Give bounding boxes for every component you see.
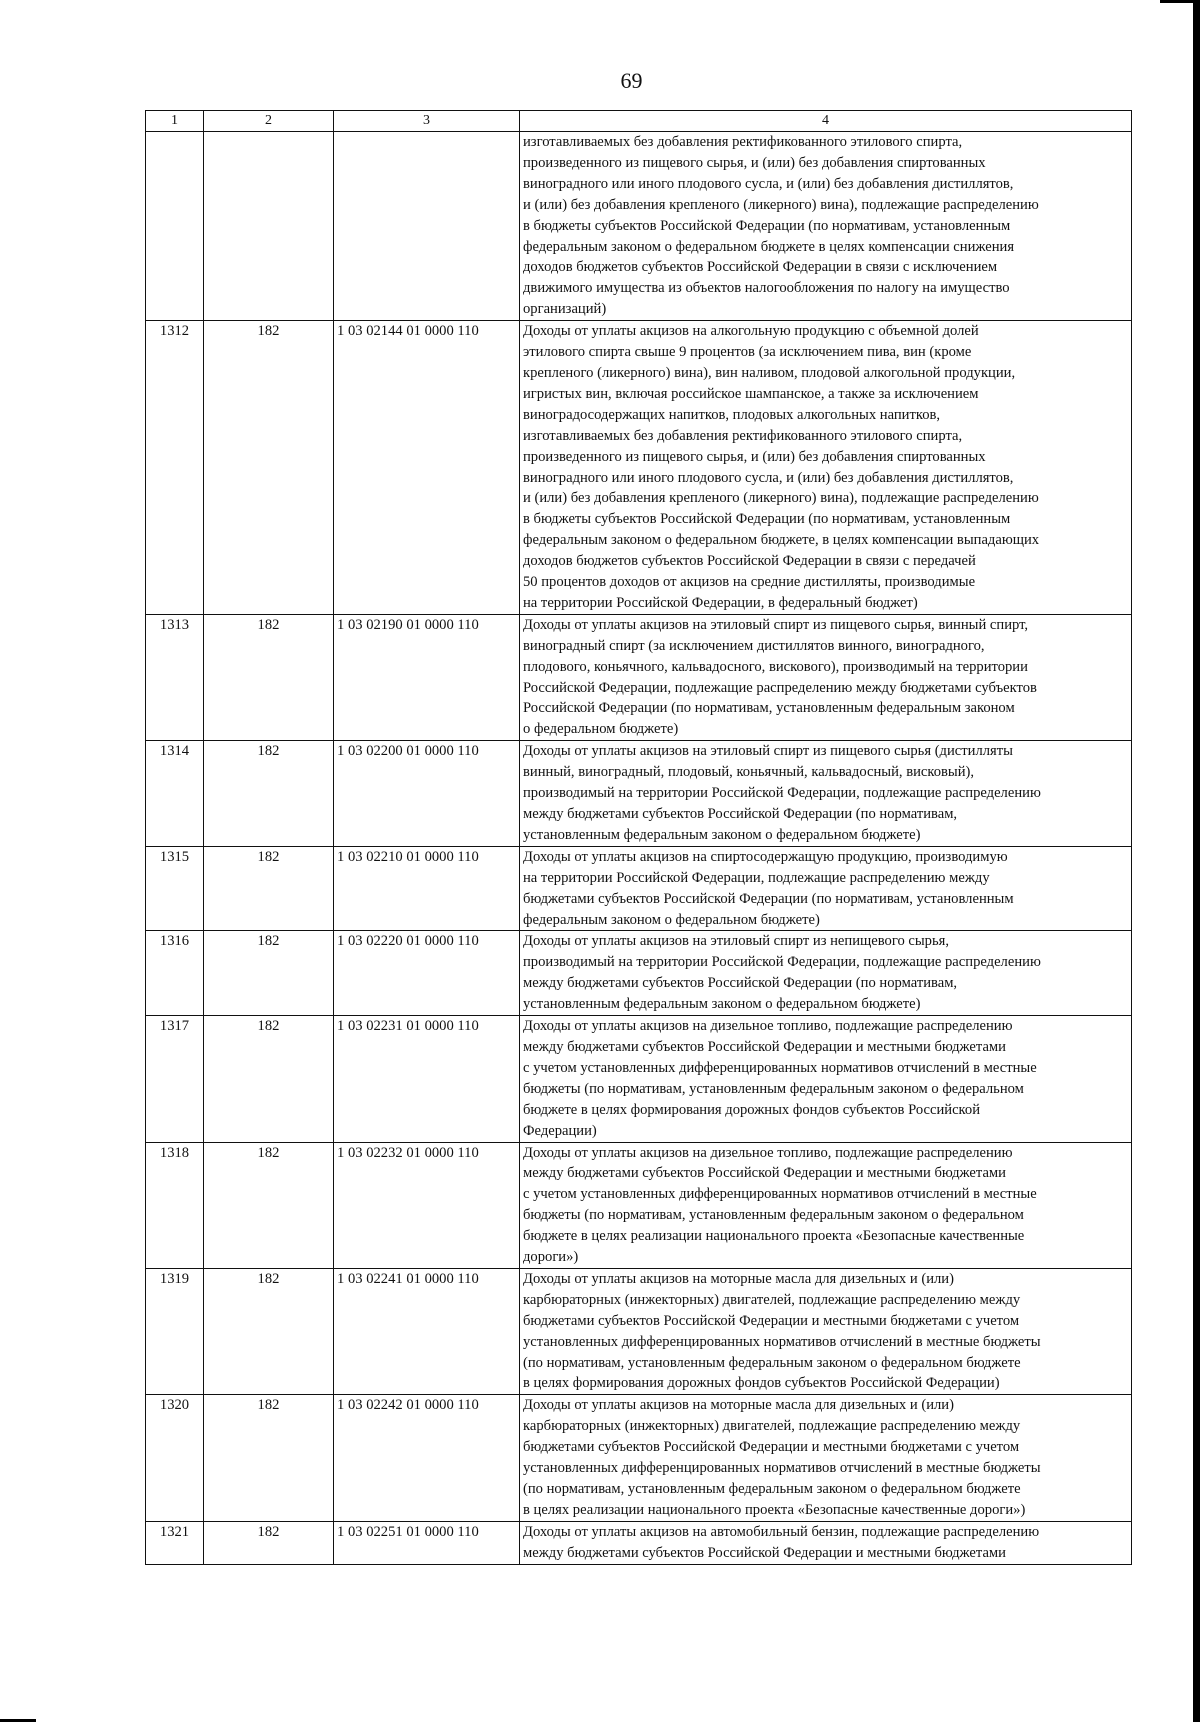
description-line: Российской Федерации, подлежащие распределению между бюджетами субъектов xyxy=(523,679,1037,696)
table-header-row xyxy=(146,111,1132,132)
description-line: Доходы от уплаты акцизов на дизельное топливо, подлежащие распределению xyxy=(523,1018,1013,1035)
classification-code-cell: 1 03 02220 01 0000 110 xyxy=(334,931,520,1016)
description-line: произведенного из пищевого сырья, и (или) без добавления спиртованных xyxy=(523,154,986,171)
description-line: этилового спирта свыше 9 процентов (за исключением пива, вин (кроме xyxy=(523,344,972,361)
description-line: в целях формирования дорожных фондов субъектов Российской Федерации) xyxy=(523,1375,1000,1392)
admin-code-cell: 182 xyxy=(204,1521,334,1564)
classification-code-cell: 1 03 02190 01 0000 110 xyxy=(334,614,520,740)
description-line: Доходы от уплаты акцизов на спиртосодержащую продукцию, производимую xyxy=(523,848,1008,865)
admin-code-cell: 182 xyxy=(204,1395,334,1521)
classification-code-cell xyxy=(334,132,520,321)
table-row xyxy=(146,614,1132,740)
table-row xyxy=(146,1142,1132,1268)
description-line: крепленого (ликерного) вина), вин наливом, плодовой алкогольной продукции, xyxy=(523,364,1016,381)
description-line: Доходы от уплаты акцизов на дизельное топливо, подлежащие распределению xyxy=(523,1144,1013,1161)
description-line: бюджеты (по нормативам, установленным федеральным законом о федеральном xyxy=(523,1080,1024,1097)
scan-edge-right xyxy=(1193,0,1200,1722)
table-row xyxy=(146,132,1132,321)
description-line: производимый на территории Российской Федерации, подлежащие распределению xyxy=(523,785,1041,802)
admin-code-cell: 182 xyxy=(204,1142,334,1268)
description-line: карбюраторных (инжекторных) двигателей, подлежащие распределению между xyxy=(523,1418,1021,1435)
description-line: виноградосодержащих напитков, плодовых алкогольных напитков, xyxy=(523,406,941,423)
admin-code-cell: 182 xyxy=(204,931,334,1016)
description-line: с учетом установленных дифференцированных нормативов отчислений в местные xyxy=(523,1186,1037,1203)
row-number-cell: 1317 xyxy=(146,1016,204,1142)
description-line: федеральным законом о федеральном бюджете, в целях компенсации выпадающих xyxy=(523,532,1040,549)
description-line: федеральным законом о федеральном бюджете) xyxy=(523,911,820,928)
description-line: организаций) xyxy=(523,301,607,318)
table-row xyxy=(146,1395,1132,1521)
description-line: бюджетами субъектов Российской Федерации (по нормативам, установленным xyxy=(523,890,1014,907)
description-line: плодового, коньячного, кальвадосного, вискового), производимый на территории xyxy=(523,658,1028,675)
budget-classification-table xyxy=(145,110,1132,1565)
description-line: производимый на территории Российской Федерации, подлежащие распределению xyxy=(523,954,1041,971)
description-line: движимого имущества из объектов налогообложения по налогу на имущество xyxy=(523,280,1010,297)
table-row xyxy=(146,1268,1132,1394)
description-line: установленным федеральным законом о федеральном бюджете) xyxy=(523,996,921,1013)
admin-code-cell: 182 xyxy=(204,1268,334,1394)
description-line: карбюраторных (инжекторных) двигателей, подлежащие распределению между xyxy=(523,1291,1021,1308)
row-number-cell: 1314 xyxy=(146,741,204,847)
description-line: в целях реализации национального проекта «Безопасные качественные дороги») xyxy=(523,1501,1026,1518)
description-line: Доходы от уплаты акцизов на автомобильный бензин, подлежащие распределению xyxy=(523,1523,1040,1540)
table-row xyxy=(146,1521,1132,1564)
description-line: и (или) без добавления крепленого (ликерного) вина), подлежащие распределению xyxy=(523,490,1039,507)
description-line: между бюджетами субъектов Российской Федерации (по нормативам, xyxy=(523,975,958,992)
admin-code-cell: 182 xyxy=(204,846,334,931)
row-number-cell: 1319 xyxy=(146,1268,204,1394)
description-line: в бюджеты субъектов Российской Федерации (по нормативам, установленным xyxy=(523,217,1011,234)
description-line: между бюджетами субъектов Российской Федерации и местными бюджетами xyxy=(523,1165,1006,1182)
description-line: на территории Российской Федерации, подлежащие распределению между xyxy=(523,869,990,886)
description-line: доходов бюджетов субъектов Российской Федерации в связи с передачей xyxy=(523,553,976,570)
scan-edge-top xyxy=(1160,0,1200,3)
classification-code-cell: 1 03 02242 01 0000 110 xyxy=(334,1395,520,1521)
description-cell xyxy=(520,741,1132,847)
admin-code-cell: 182 xyxy=(204,614,334,740)
admin-code-cell xyxy=(204,132,334,321)
row-number-cell: 1320 xyxy=(146,1395,204,1521)
description-cell xyxy=(520,1521,1132,1564)
description-line: бюджете в целях реализации национального проекта «Безопасные качественные xyxy=(523,1228,1025,1245)
description-line: бюджетами субъектов Российской Федерации и местными бюджетами с учетом xyxy=(523,1439,1020,1456)
description-line: виноградный спирт (за исключением дистиллятов винного, виноградного, xyxy=(523,637,985,654)
classification-code-cell: 1 03 02241 01 0000 110 xyxy=(334,1268,520,1394)
table-row xyxy=(146,741,1132,847)
row-number-cell: 1316 xyxy=(146,931,204,1016)
description-line: 50 процентов доходов от акцизов на средние дистилляты, производимые xyxy=(523,574,976,591)
description-cell xyxy=(520,931,1132,1016)
row-number-cell xyxy=(146,132,204,321)
description-line: дороги») xyxy=(523,1249,579,1266)
description-line: и (или) без добавления крепленого (ликерного) вина), подлежащие распределению xyxy=(523,196,1039,213)
description-line: между бюджетами субъектов Российской Федерации и местными бюджетами xyxy=(523,1544,1006,1561)
description-cell xyxy=(520,614,1132,740)
description-cell xyxy=(520,1268,1132,1394)
row-number-cell: 1318 xyxy=(146,1142,204,1268)
column-header-1: 1 xyxy=(146,111,204,132)
description-cell xyxy=(520,321,1132,615)
description-line: Доходы от уплаты акцизов на этиловый спирт из непищевого сырья, xyxy=(523,933,949,950)
description-cell xyxy=(520,846,1132,931)
description-line: бюджете в целях формирования дорожных фондов субъектов Российской xyxy=(523,1101,981,1118)
column-header-4: 4 xyxy=(520,111,1132,132)
description-line: Доходы от уплаты акцизов на этиловый спирт из пищевого сырья (дистилляты xyxy=(523,743,1013,760)
description-line: виноградного или иного плодового сусла, и (или) без добавления дистиллятов, xyxy=(523,469,1014,486)
description-line: винный, виноградный, плодовый, коньячный, кальвадосный, висковый), xyxy=(523,764,975,781)
classification-code-cell: 1 03 02251 01 0000 110 xyxy=(334,1521,520,1564)
description-line: Доходы от уплаты акцизов на моторные масла для дизельных и (или) xyxy=(523,1270,954,1287)
classification-code-cell: 1 03 02144 01 0000 110 xyxy=(334,321,520,615)
description-line: о федеральном бюджете) xyxy=(523,721,679,738)
description-line: доходов бюджетов субъектов Российской Федерации в связи с исключением xyxy=(523,259,998,276)
row-number-cell: 1315 xyxy=(146,846,204,931)
description-line: произведенного из пищевого сырья, и (или) без добавления спиртованных xyxy=(523,448,986,465)
page-number: 69 xyxy=(620,68,643,93)
description-line: установленным федеральным законом о федеральном бюджете) xyxy=(523,826,921,843)
column-header-3: 3 xyxy=(334,111,520,132)
description-line: изготавливаемых без добавления ректификованного этилового спирта, xyxy=(523,427,963,444)
classification-code-cell: 1 03 02232 01 0000 110 xyxy=(334,1142,520,1268)
description-line: (по нормативам, установленным федеральным законом о федеральном бюджете xyxy=(523,1354,1021,1371)
description-line: Российской Федерации (по нормативам, установленным федеральным законом xyxy=(523,700,1015,717)
description-line: бюджетами субъектов Российской Федерации и местными бюджетами с учетом xyxy=(523,1312,1020,1329)
description-line: с учетом установленных дифференцированных нормативов отчислений в местные xyxy=(523,1059,1037,1076)
classification-code-cell: 1 03 02200 01 0000 110 xyxy=(334,741,520,847)
description-line: Федерации) xyxy=(523,1122,597,1139)
description-line: федеральным законом о федеральном бюджете в целях компенсации снижения xyxy=(523,238,1015,255)
column-header-2: 2 xyxy=(204,111,334,132)
description-cell xyxy=(520,132,1132,321)
description-cell xyxy=(520,1016,1132,1142)
description-cell xyxy=(520,1395,1132,1521)
description-line: бюджеты (по нормативам, установленным федеральным законом о федеральном xyxy=(523,1207,1024,1224)
table-body xyxy=(146,132,1132,1565)
table-row xyxy=(146,321,1132,615)
table-row xyxy=(146,846,1132,931)
description-line: Доходы от уплаты акцизов на алкогольную продукцию с объемной долей xyxy=(523,323,979,340)
admin-code-cell: 182 xyxy=(204,1016,334,1142)
description-line: Доходы от уплаты акцизов на моторные масла для дизельных и (или) xyxy=(523,1397,954,1414)
description-line: игристых вин, включая российское шампанское, а также за исключением xyxy=(523,385,979,402)
description-line: между бюджетами субъектов Российской Федерации (по нормативам, xyxy=(523,806,958,822)
description-line: виноградного или иного плодового сусла, и (или) без добавления дистиллятов, xyxy=(523,175,1014,192)
description-line: (по нормативам, установленным федеральным законом о федеральном бюджете xyxy=(523,1481,1021,1497)
row-number-cell: 1321 xyxy=(146,1521,204,1564)
description-cell xyxy=(520,1142,1132,1268)
row-number-cell: 1312 xyxy=(146,321,204,615)
admin-code-cell: 182 xyxy=(204,321,334,615)
description-line: изготавливаемых без добавления ректификованного этилового спирта, xyxy=(523,134,963,150)
description-line: в бюджеты субъектов Российской Федерации (по нормативам, установленным xyxy=(523,511,1011,528)
table-row xyxy=(146,1016,1132,1142)
classification-code-cell: 1 03 02231 01 0000 110 xyxy=(334,1016,520,1142)
description-line: установленных дифференцированных нормативов отчислений в местные бюджеты xyxy=(523,1460,1041,1477)
description-line: установленных дифференцированных нормативов отчислений в местные бюджеты xyxy=(523,1333,1041,1350)
description-line: Доходы от уплаты акцизов на этиловый спирт из пищевого сырья, винный спирт, xyxy=(523,616,1029,633)
table-row xyxy=(146,931,1132,1016)
row-number-cell: 1313 xyxy=(146,614,204,740)
description-line: на территории Российской Федерации, в федеральный бюджет) xyxy=(523,594,918,611)
description-line: между бюджетами субъектов Российской Федерации и местными бюджетами xyxy=(523,1038,1006,1055)
admin-code-cell: 182 xyxy=(204,741,334,847)
classification-code-cell: 1 03 02210 01 0000 110 xyxy=(334,846,520,931)
